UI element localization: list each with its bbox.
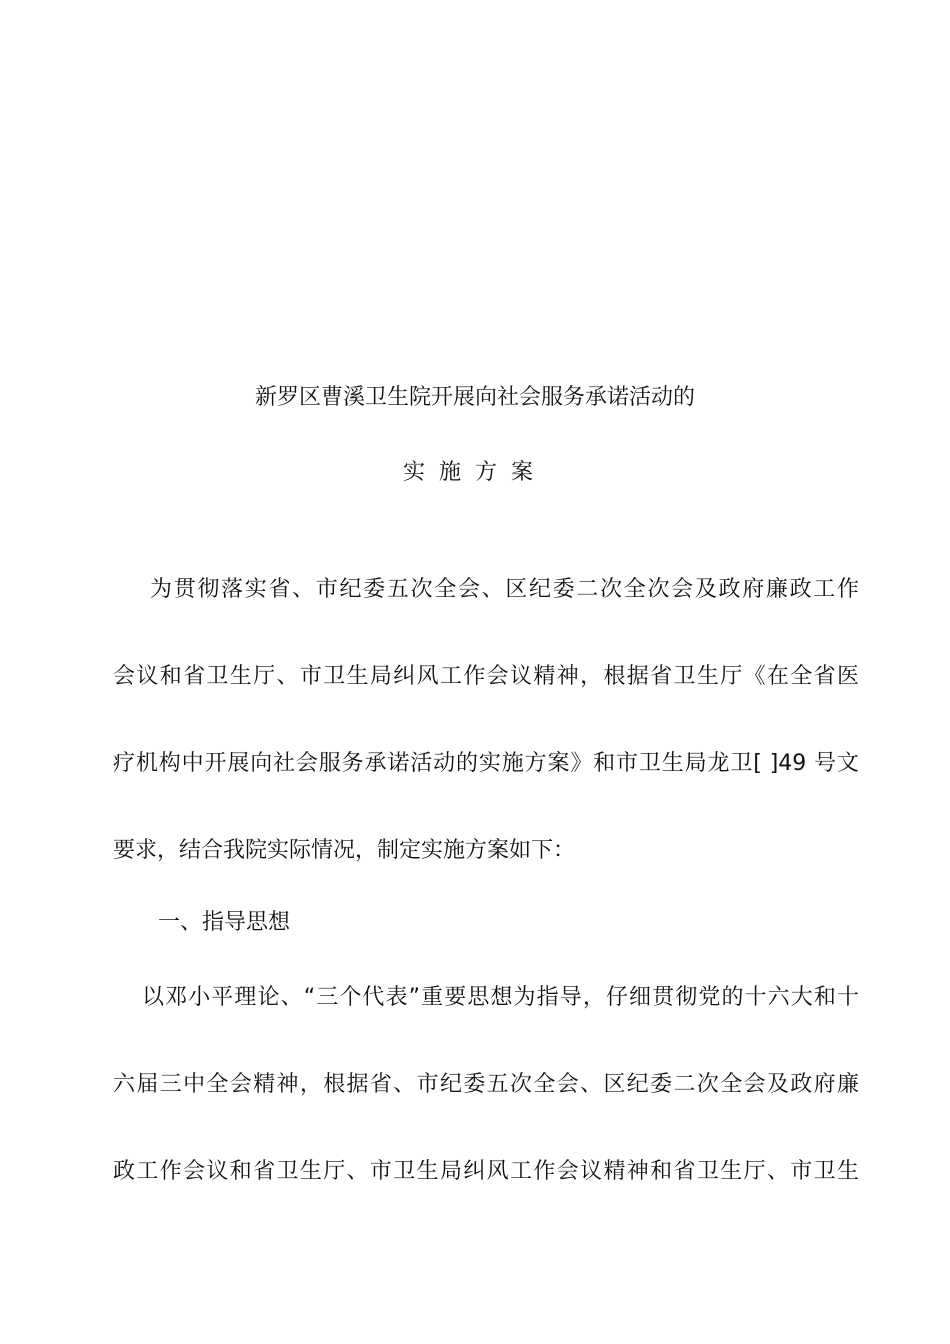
document-title: 新罗区曹溪卫生院开展向社会服务承诺活动的 xyxy=(254,385,695,410)
paragraph-line: 为贯彻落实省、市纪委五次全会、区纪委二次全次会及政府廉政工作 xyxy=(150,577,859,602)
section-heading: 一、指导思想 xyxy=(158,910,291,935)
document-subtitle: 实施方案 xyxy=(402,460,547,485)
paragraph-line: 要求，结合我院实际情况，制定实施方案如下： xyxy=(113,838,576,863)
paragraph-line: 政工作会议和省卫生厅、市卫生局纠风工作会议精神和省卫生厅、市卫生 xyxy=(113,1159,859,1184)
paragraph-line: 疗机构中开展向社会服务承诺活动的实施方案》和市卫生局龙卫[ ]49 号文 xyxy=(113,751,859,776)
paragraph-line: 六届三中全会精神，根据省、市纪委五次全会、区纪委二次全会及政府廉 xyxy=(113,1072,859,1097)
paragraph-line: 以邓小平理论、“三个代表”重要思想为指导，仔细贯彻党的十六大和十 xyxy=(142,985,859,1010)
paragraph-line: 会议和省卫生厅、市卫生局纠风工作会议精神，根据省卫生厅《在全省医 xyxy=(113,664,859,689)
